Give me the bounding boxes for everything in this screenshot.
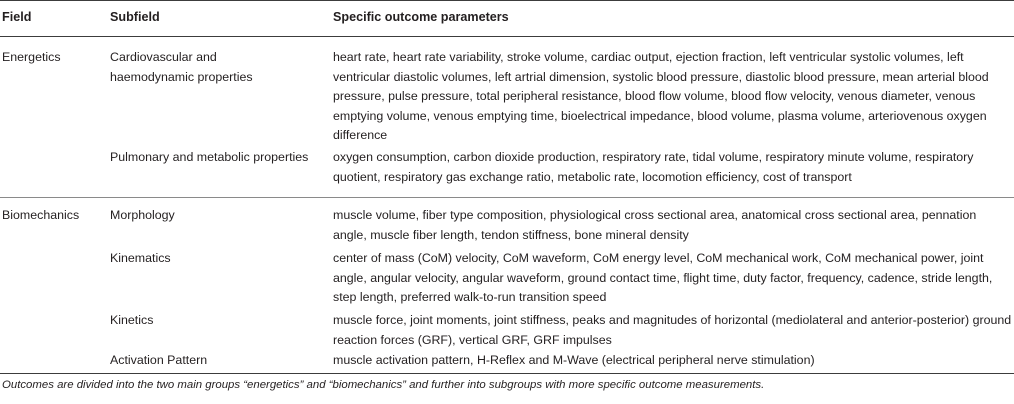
group-field-label: Energetics xyxy=(2,50,61,64)
row-params: heart rate, heart rate variability, stroke volume, cardiac output, ejection fraction, left ventricular systolic volumes, left ventricular diastolic volumes, left artrial dimension, systolic blood pressure, diastolic blood pressure, mean arterial blood pressure, pulse pressure, total peripheral resistance, blood flow volume, blood flow velocity, venous diameter, venous emptying volume, venous emptying time, bioelectrical impedance, blood volume, plasma volume, arteriovenous oxygen difference xyxy=(333,50,989,143)
row-params: center of mass (CoM) velocity, CoM waveform, CoM energy level, CoM mechanical work, CoM mechanical power, joint angle, angular velocity, angular waveform, ground contact time, flight time, duty factor, frequency, cadence, stride length, step length, preferred walk-to-run transition speed xyxy=(333,251,993,305)
row-subfield: Cardiovascular and haemodynamic properties xyxy=(110,50,253,84)
row-subfield: Pulmonary and metabolic properties xyxy=(110,150,309,164)
row-params: muscle force, joint moments, joint stiffness, peaks and magnitudes of horizontal (mediolateral and anterior-posterior) ground reaction forces (GRF), vertical GRF, GRF impulses xyxy=(333,313,1012,347)
header-subfield: Subfield xyxy=(110,10,160,24)
header-params: Specific outcome parameters xyxy=(333,10,509,24)
row-params: oxygen consumption, carbon dioxide production, respiratory rate, tidal volume, respiratory minute volume, respiratory quotient, respiratory gas exchange ratio, metabolic rate, locomotion efficiency, cost of transport xyxy=(333,150,974,184)
table-caption: Outcomes are divided into the two main groups “energetics” and “biomechanics” and further into subgroups with more specific outcome measurements. xyxy=(2,379,765,391)
group-rule xyxy=(0,197,1014,198)
row-params: muscle activation pattern, H-Reflex and M-Wave (electrical peripheral nerve stimulation) xyxy=(333,353,815,367)
row-params: muscle volume, fiber type composition, physiological cross sectional area, anatomical cross sectional area, pennation angle, muscle fiber length, tendon stiffness, bone mineral density xyxy=(333,208,977,242)
row-subfield: Morphology xyxy=(110,208,175,222)
row-subfield: Kinetics xyxy=(110,313,154,327)
header-rule xyxy=(0,36,1014,37)
header-field: Field xyxy=(2,10,32,24)
row-subfield: Activation Pattern xyxy=(110,353,208,367)
row-subfield: Kinematics xyxy=(110,251,171,265)
group-field-label: Biomechanics xyxy=(2,208,80,222)
table-bottom-rule xyxy=(0,373,1014,374)
table-top-rule xyxy=(0,0,1014,1)
